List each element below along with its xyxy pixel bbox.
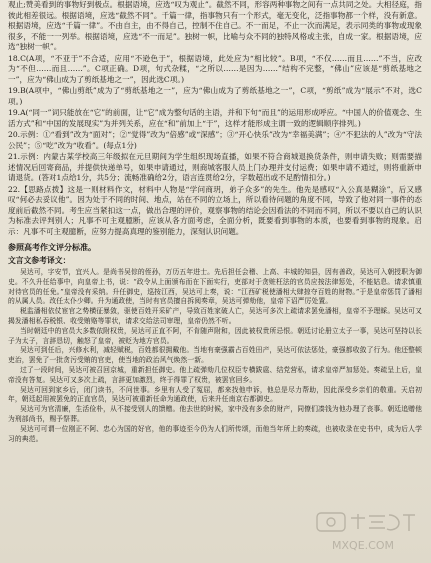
translation-paragraph: 税监潘相依仗宦官之势横征暴敛，驱使百姓开采矿产，导致百姓家破人亡，吴达可多次上疏请求罢免潘相，皇帝不予理睬。吴达可又揭发潘相私吞税银、收受贿赂等罪状，请求交给法司审理，皇帝仍然不听。: [8, 307, 422, 325]
reference-heading: 参照高考作文评分标准。: [8, 243, 96, 252]
answer-sheet: [8, 0, 422, 563]
answer-17-text: 观止;赞美看到的事物好到极点。根据语境，应选“叹为观止”。截然不同，形容两种事物之间有一点共同之处。大相径庭，指彼此相差很远。根据语境，应选“截然不同”。千篇一律，指事物只有一个形式，毫无变化，泛指事物都一个样，没有新意。根据语境，应选“千篇一律”。不由自主，由不得自己，控制不住自己。不一而足，不止一次而满足，表示同类的事物或现象很多，不能一一列举。根据语境，应选“不一而足”。独树一帜，比喻与众不同的独特风格或主张，自成一家。根据语境，应选“独树一帜”。: [8, 0, 422, 51]
svg-text:MXQE.COM: MXQE.COM: [332, 539, 394, 552]
translation-paragraph: 当时朝廷中的官员大多数依附权贵，吴达可正直不阿，不肯随声附和，因此被权贵所忌恨。朝廷讨论册立太子一事，吴达可坚持以长子为太子，言辞恳切，触怒了皇帝，被贬为地方官员。: [8, 326, 422, 345]
translation-paragraph: 吴达可可谓一位刚正不阿、忠心为国的好官，他的事迹至今仍为人们所传颂，而他当年所上的奏疏，也被收录在史书中，成为后人学习的典范。: [8, 424, 422, 443]
answer-22-text: 22.【思路点拨】这是一则材料作文，材料中人物是“学问商玥，弟子众多”的先生。他先是感叹“入公真是糊涂”，后又感叹“何必去妥议他”。因为处于不同的时间、地点，站在不同的立场上，所以看待问题的角度不同，导致了他对同一事件的态度前后截然不同。考生应当紧扣这一点，做出合理的评价，观察事物的结论会因看法的不同而不同，所以不要以自己的认识为标准去评判别人；凡事不可主观臆断，应该从各方面考虑，全面分析，既要看到事物的本质，也要看到事物的现象。启示：凡事不可主观臆断，应努力提高真理的鉴别能力，深刻认识问题。: [8, 184, 422, 236]
answer-20-text: 20.示例：①“看到”改为“面对”；②“觉得”改为“倍感”或“深感”；③“开心快乐”改为“幸福美满”；④“不犯法的人”改为“守法公民”；⑤“吃”改为“收看”。(每点1分): [8, 130, 422, 150]
answer-19b-text: 19.A(“同一”词只能放在“它”的前面，让“它”成为整句话的主语，并和下句“而且”的运用形成呼应。“中国人的价值观念、生活方式”和“中国的发展现实”为并列关系，应在“和”前加上“于”，这样才能形成主谓一致的逻辑顺序排列。): [8, 108, 422, 128]
answer-21-text: 21.示例：内蒙古某学校高三年级拟在元旦期间为学生组织现场直播，如果不符合商城退换货条件，则申请失败；则需要描述情况后回寄商品，并提供快递单号，如果申请通过，则商城客服人员上门办理并支付运费；如果申请不通过，则将重新申请退货。(答对1点给1分，共5分；流畅准确给2分，语言连贯给2分，字数超出或不足酌情扣分。): [8, 152, 422, 182]
translation-heading: 文言文参考译文：: [8, 255, 71, 265]
translation-paragraph: 吴达可回到家乡后，闭门读书，不问世事。乡里有人受了冤屈，都来找他申诉，他总是尽力帮助，因此深受乡亲们的敬重。天启初年，朝廷起用被罢免的正直官员，吴达可被重新任命为通政使，后来升任南京右都御史。: [8, 385, 422, 404]
answer-18-text: 18.C(A项，“不亚于”不合适，应用“不逊色于”，根据语境，此处应为“相比较”。B项，“不仅……而且……”不当，应改为“不但……而且……”。C项正确。D项，句式杂糅，“之所以……是因为……”结构不完整，“佛山”应该是“剪纸基地之一”，应为“佛山成为了剪纸基地之一”，因此选C项。): [8, 53, 422, 84]
answer-19-text: 19.B(A项中，“佛山剪纸”成为了“剪纸基地之一”，应为“佛山成为了剪纸基地之一”，C项，“剪纸”成为“展示”不对，选C项。): [8, 86, 422, 106]
translation-paragraph: 吴达可到任后，兴修水利，减轻赋税，百姓都很拥戴他。当地有豪强霸占百姓田产，吴达可依法惩处，豪强都收敛了行为。他还整顿吏治，罢免了一批贪污受贿的官吏，使当地的政治风气焕然一新。: [8, 346, 422, 365]
translation-paragraph: 吴达可为官清廉，生活俭朴，从不接受别人的馈赠。他去世的时候，家中没有多余的财产，同僚们凑钱为他办理了丧事。朝廷追赠他为刑部尚书，赐予祭葬。: [8, 405, 422, 423]
translation-paragraph: 吴达可，字安节，宜兴人。是尚书吴倧的侄孙，万历五年进士。先后担任会稽、上高、丰城的知县，因有善政，吴达可入朝授职为御史。不久升任给事中，向皇帝上书，说：“政令从上面颁布而在下面实行，吏部对于贪赃枉法的官员应按法律惩处，不能姑息。请求慎重对待官员的任免。”皇帝没有采纳。升任御史，巡按江西，吴达可上奏，说：“江西矿税使潘相大肆掠夺百姓的财物。”于是皇帝惩罚了潘相的从属人员。改任太仆少卿。升为通政使，当时有官员擅自拆阅奏章，吴达可弹劾他，皇帝下诏严厉处置。: [8, 268, 422, 306]
translation-paragraph: 过了一段时间，吴达可被召回京城，重新担任御史。他上疏弹劾几位权臣专横跋扈、结党营私，请求皇帝严加惩处。奏疏呈上后，皇帝没有答复。吴达可又多次上疏，言辞更加激烈，终于得罪了权贵，被罢官回乡。: [8, 365, 422, 384]
